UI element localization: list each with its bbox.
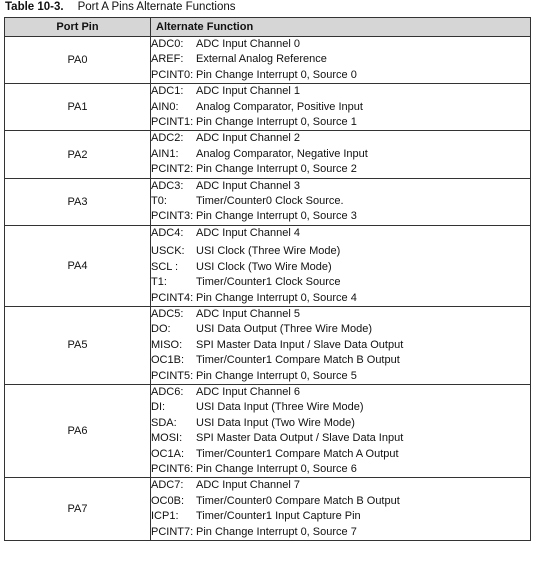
function-entry — [151, 431, 530, 446]
port-pin-cell: PA6 — [5, 384, 151, 477]
table-row — [5, 84, 531, 131]
function-name: AREF: — [151, 53, 184, 66]
function-name: MOSI: — [151, 432, 183, 445]
function-description: USI Clock (Three Wire Mode) — [196, 245, 341, 258]
function-description: Timer/Counter1 Input Capture Pin — [196, 510, 361, 523]
function-name: ADC6: — [151, 385, 184, 398]
table-number: Table 10-3. — [5, 1, 64, 13]
function-entry — [151, 462, 530, 477]
function-description: USI Data Output (Three Wire Mode) — [196, 323, 373, 336]
function-entry — [151, 115, 530, 130]
function-description: External Analog Reference — [196, 53, 327, 66]
function-description: ADC Input Channel 0 — [196, 38, 300, 50]
function-entry — [151, 494, 530, 509]
port-pin-header: Port Pin — [5, 18, 151, 37]
function-description: ADC Input Channel 7 — [196, 479, 300, 492]
function-name: PCINT0: — [151, 68, 194, 81]
function-description: USI Data Input (Three Wire Mode) — [196, 401, 364, 414]
function-description: Timer/Counter1 Clock Source — [196, 276, 341, 289]
function-entry — [151, 447, 530, 462]
function-name: MISO: — [151, 338, 183, 351]
table-row — [5, 478, 531, 541]
function-name: PCINT2: — [151, 163, 194, 176]
function-name: PCINT3: — [151, 210, 194, 223]
table-row — [5, 306, 531, 384]
function-entry — [151, 131, 530, 146]
function-description: SPI Master Data Output / Slave Data Input — [196, 432, 404, 445]
function-entry — [151, 84, 530, 99]
function-name: PCINT1: — [151, 116, 194, 129]
function-name: PCINT4: — [151, 291, 194, 304]
function-name: DI: — [151, 401, 166, 414]
function-entry — [151, 68, 530, 83]
function-entry — [151, 194, 530, 209]
function-name: PCINT5: — [151, 369, 194, 382]
function-name: USCK: — [151, 245, 185, 258]
function-name: ADC4: — [151, 226, 184, 239]
table-body — [5, 37, 531, 541]
function-name: DO: — [151, 323, 171, 336]
function-entry — [151, 353, 530, 368]
function-entry — [151, 100, 530, 115]
function-entry — [151, 400, 530, 415]
alternate-function-cell — [151, 84, 531, 131]
function-entry — [151, 525, 530, 540]
function-description: Pin Change Interrupt 0, Source 6 — [196, 462, 357, 475]
function-name: T1: — [151, 276, 167, 289]
port-pin-cell: PA5 — [5, 306, 151, 384]
function-description: Timer/Counter1 Compare Match A Output — [196, 447, 399, 460]
alternate-function-cell — [151, 306, 531, 384]
alternate-function-cell — [151, 178, 531, 225]
function-name: SCL : — [151, 260, 179, 273]
function-name: OC1A: — [151, 447, 185, 460]
alternate-function-header: Alternate Function — [151, 18, 531, 37]
alternate-function-cell — [151, 384, 531, 477]
function-entry — [151, 209, 530, 224]
function-description: Timer/Counter1 Compare Match B Output — [196, 354, 400, 367]
function-entry — [151, 307, 530, 322]
table-row — [5, 225, 531, 306]
function-description: Pin Change Interrupt 0, Source 3 — [196, 210, 357, 223]
function-description: ADC Input Channel 5 — [196, 307, 300, 320]
function-description: Pin Change Interrupt 0, Source 2 — [196, 163, 357, 176]
function-entry — [151, 179, 530, 194]
function-description: ADC Input Channel 4 — [196, 226, 300, 239]
function-entry — [151, 322, 530, 337]
function-name: OC1B: — [151, 354, 185, 367]
function-description: Pin Change Interrupt 0, Source 4 — [196, 291, 357, 304]
function-description: Timer/Counter0 Clock Source. — [196, 195, 344, 208]
function-name: AIN0: — [151, 100, 179, 113]
function-description: ADC Input Channel 1 — [196, 85, 300, 98]
alternate-function-cell — [151, 225, 531, 306]
function-description: Analog Comparator, Negative Input — [196, 147, 368, 160]
function-description: Timer/Counter0 Compare Match B Output — [196, 494, 400, 507]
function-entry — [151, 509, 530, 524]
function-entry — [151, 260, 530, 275]
function-entry — [151, 147, 530, 162]
function-name: ADC2: — [151, 132, 184, 145]
function-description: USI Data Input (Two Wire Mode) — [196, 416, 355, 429]
function-entry — [151, 338, 530, 353]
table-caption — [5, 0, 236, 14]
function-description: Pin Change Interrupt 0, Source 0 — [196, 68, 357, 81]
port-pin-cell: PA1 — [5, 84, 151, 131]
function-description: ADC Input Channel 6 — [196, 385, 300, 398]
port-pin-cell: PA0 — [5, 37, 151, 84]
table-row — [5, 178, 531, 225]
function-description: Pin Change Interrupt 0, Source 1 — [196, 116, 357, 129]
function-name: ADC0: — [151, 38, 184, 50]
function-entry — [151, 416, 530, 431]
function-name: AIN1: — [151, 147, 179, 160]
port-pin-cell: PA3 — [5, 178, 151, 225]
table-row — [5, 131, 531, 178]
function-description: Analog Comparator, Positive Input — [196, 100, 363, 113]
table-row — [5, 384, 531, 477]
function-entry — [151, 369, 530, 384]
port-pin-cell: PA4 — [5, 225, 151, 306]
function-entry — [151, 226, 530, 241]
alternate-function-cell — [151, 131, 531, 178]
function-description: ADC Input Channel 2 — [196, 132, 300, 145]
port-pin-cell: PA2 — [5, 131, 151, 178]
port-pin-cell: PA7 — [5, 478, 151, 541]
function-entry — [151, 37, 530, 52]
function-name: ADC5: — [151, 307, 184, 320]
function-name: ADC3: — [151, 179, 184, 192]
function-description: Pin Change Interrupt 0, Source 5 — [196, 369, 357, 382]
alternate-function-cell — [151, 478, 531, 541]
function-name: ICP1: — [151, 510, 179, 523]
function-name: SDA: — [151, 416, 177, 429]
function-name: ADC1: — [151, 85, 184, 98]
function-name: OC0B: — [151, 494, 185, 507]
alternate-function-cell — [151, 37, 531, 84]
function-name: ADC7: — [151, 479, 184, 492]
function-entry — [151, 162, 530, 177]
function-entry — [151, 385, 530, 400]
table-row — [5, 37, 531, 84]
function-name: PCINT6: — [151, 462, 194, 475]
function-description: USI Clock (Two Wire Mode) — [196, 260, 332, 273]
port-a-pins-table — [4, 17, 531, 541]
function-description: Pin Change Interrupt 0, Source 7 — [196, 525, 357, 538]
table-header-row — [5, 18, 531, 37]
function-description: ADC Input Channel 3 — [196, 179, 300, 192]
function-entry — [151, 52, 530, 67]
function-entry — [151, 478, 530, 493]
function-name: T0: — [151, 195, 167, 208]
function-description: SPI Master Data Input / Slave Data Output — [196, 338, 404, 351]
function-entry — [151, 275, 530, 290]
function-entry — [151, 291, 530, 306]
function-name: PCINT7: — [151, 525, 194, 538]
function-entry — [151, 244, 530, 259]
table-title: Port A Pins Alternate Functions — [77, 1, 236, 13]
